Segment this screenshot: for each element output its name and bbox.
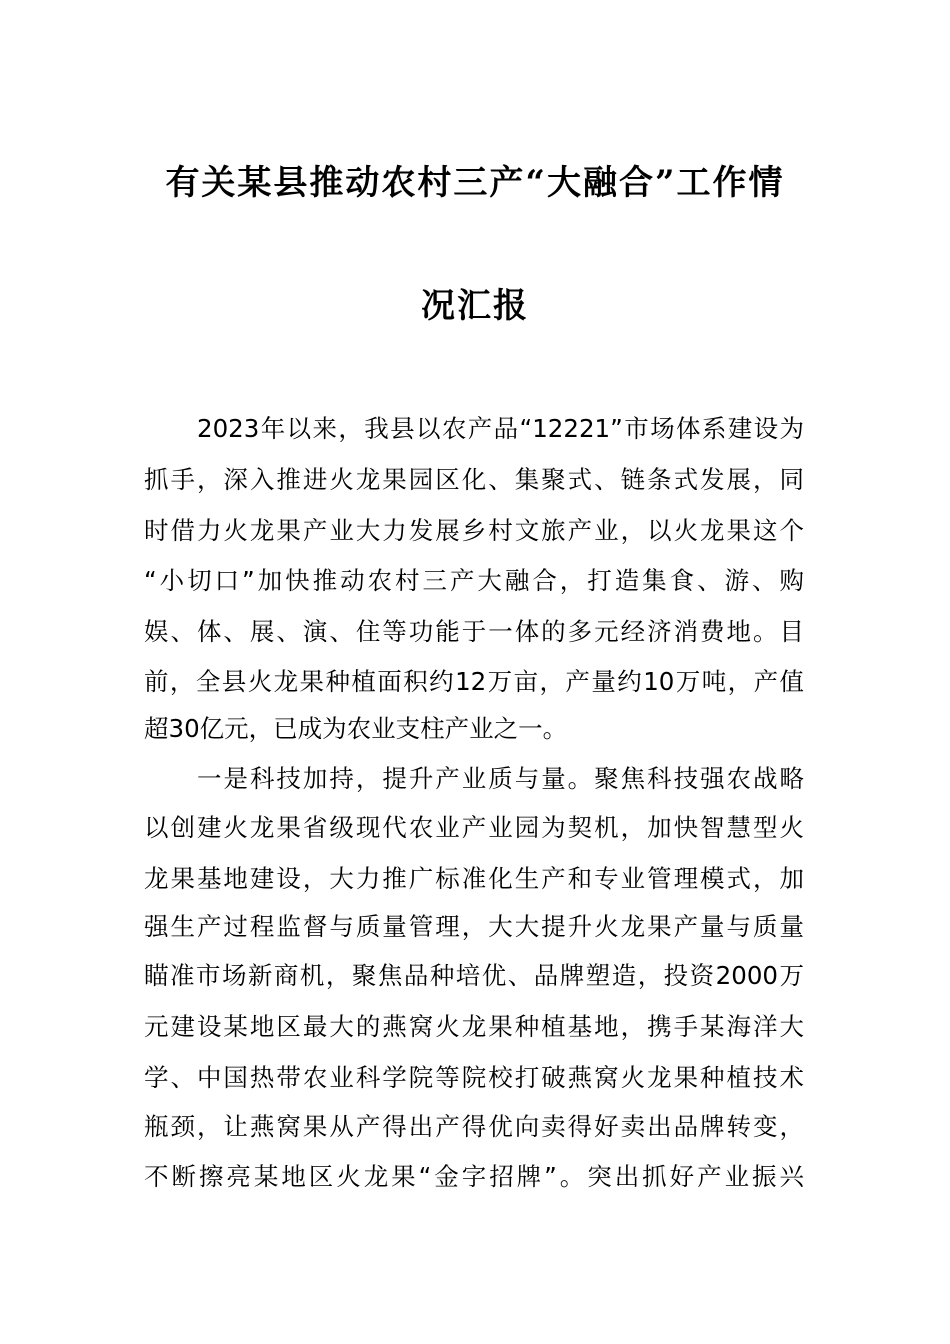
paragraph-2-line: 以创建火龙果省级现代农业产业园为契机，加快智慧型火 [144,813,804,842]
paragraph-1-line: “小切口”加快推动农村三产大融合，打造集食、游、购 [144,566,804,595]
document-title-line-1: 有关某县推动农村三产“大融合”工作情 [165,163,785,203]
paragraph-2-line: 元建设某地区最大的燕窝火龙果种植基地，携手某海洋大 [144,1012,804,1041]
document-title-line-2: 况汇报 [421,286,529,326]
paragraph-2-line: 强生产过程监督与质量管理，大大提升火龙果产量与质量 [144,912,804,941]
paragraph-1-line: 抓手，深入推进火龙果园区化、集聚式、链条式发展，同 [144,465,804,494]
paragraph-1-line: 时借力火龙果产业大力发展乡村文旅产业，以火龙果这个 [144,516,804,545]
paragraph-1-line: 超30亿元，已成为农业支柱产业之一。 [144,714,568,743]
paragraph-2-line: 一是科技加持，提升产业质与量。聚焦科技强农战略 [197,764,804,793]
paragraph-1-line: 娱、体、展、演、住等功能于一体的多元经济消费地。目 [144,617,804,646]
paragraph-2-line: 龙果基地建设，大力推广标准化生产和专业管理模式，加 [144,864,804,893]
paragraph-2-line: 不断擦亮某地区火龙果“金字招牌”。突出抓好产业振兴 [144,1162,804,1191]
paragraph-2-line: 瓶颈，让燕窝果从产得出产得优向卖得好卖出品牌转变， [144,1112,804,1141]
paragraph-2-line: 瞄准市场新商机，聚焦品种培优、品牌塑造，投资2000万 [144,961,804,990]
paragraph-1-line: 2023年以来，我县以农产品“12221”市场体系建设为 [197,414,804,443]
paragraph-1-line: 前，全县火龙果种植面积约12万亩，产量约10万吨，产值 [144,667,804,696]
paragraph-2-line: 学、中国热带农业科学院等院校打破燕窝火龙果种植技术 [144,1063,804,1092]
